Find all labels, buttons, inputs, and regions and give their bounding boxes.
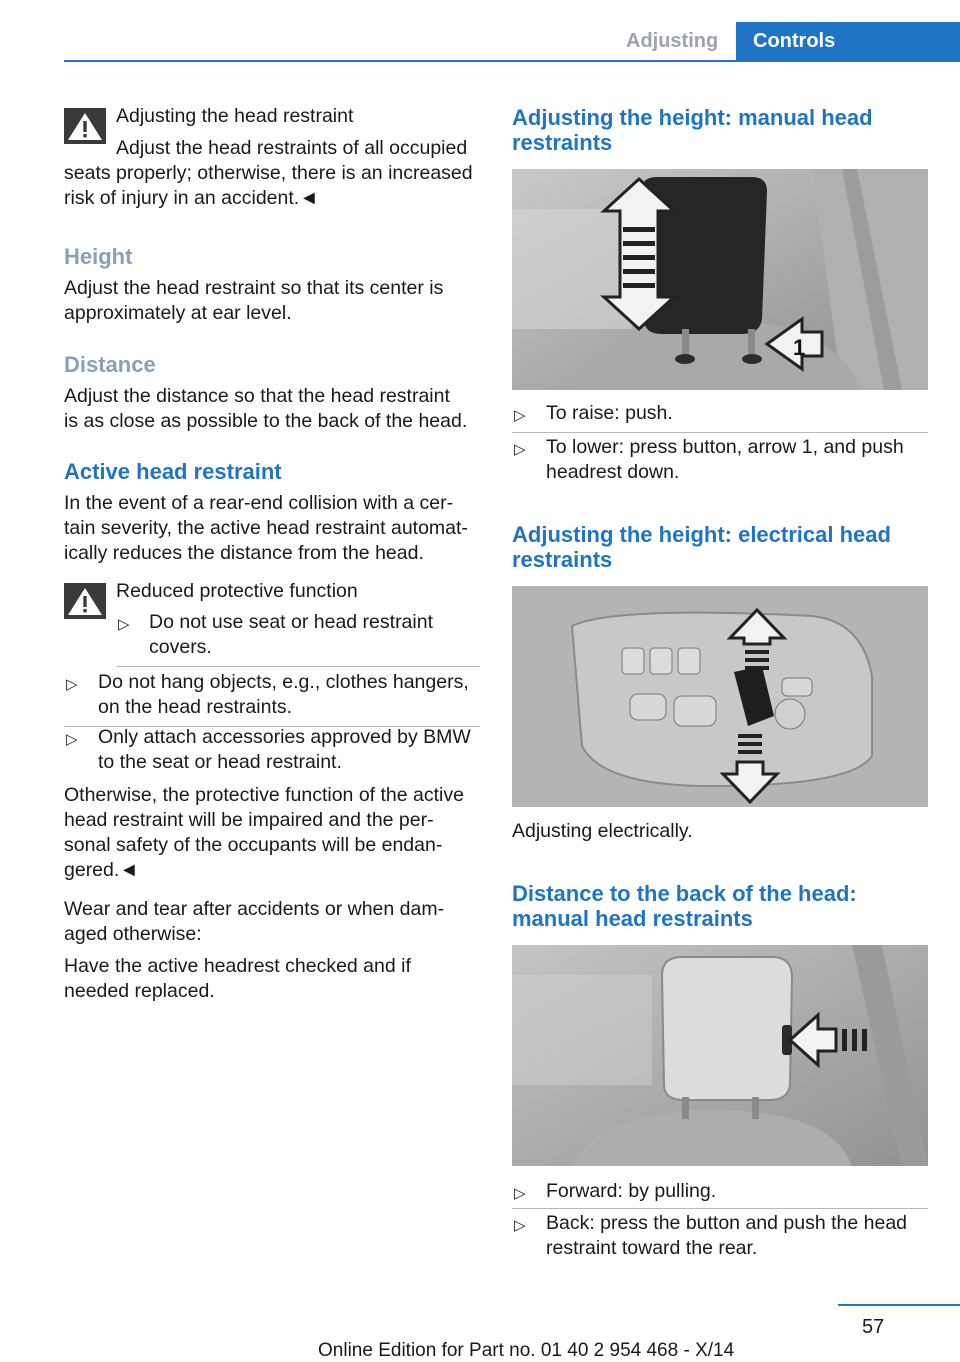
body-text: ically reduces the distance from the head. [64, 542, 424, 564]
body-text: In the event of a rear-end collision with a cer- [64, 492, 454, 514]
body-text: tain severity, the active head restraint automat- [64, 517, 468, 539]
body-text: needed replaced. [64, 980, 215, 1002]
bullet-triangle-icon: ▷ [514, 1185, 526, 1202]
list-item: Do not hang objects, e.g., clothes hangers, [98, 671, 469, 693]
section-heading-distance-manual: Distance to the back of the head: [512, 881, 857, 906]
list-item: Do not use seat or head restraint [149, 611, 433, 633]
body-text: Wear and tear after accidents or when dam- [64, 898, 445, 920]
list-item: to the seat or head restraint. [98, 751, 342, 773]
figure-caption: Adjusting electrically. [512, 820, 693, 842]
section-heading-electric-height: Adjusting the height: electrical head [512, 522, 891, 547]
header-chapter-label: Controls [753, 30, 836, 52]
body-text: head restraint will be impaired and the per- [64, 809, 434, 831]
warning-triangle-icon [64, 583, 106, 619]
warning-triangle-icon [64, 108, 106, 144]
list-item: Only attach accessories approved by BMW [98, 726, 471, 748]
section-heading-height: Height [64, 244, 133, 269]
page-number: 57 [862, 1316, 885, 1338]
list-divider [512, 1208, 928, 1209]
body-text: approximately at ear level. [64, 302, 292, 324]
bullet-triangle-icon: ▷ [514, 441, 526, 458]
bullet-triangle-icon: ▷ [66, 676, 78, 693]
body-text: Adjust the head restraint so that its center is [64, 277, 444, 299]
list-item: covers. [149, 636, 212, 658]
callout-number: 1 [793, 335, 806, 360]
section-heading-manual-height: Adjusting the height: manual head [512, 105, 873, 130]
list-item: To raise: push. [546, 402, 673, 424]
list-item: on the head restraints. [98, 696, 293, 718]
body-text: Otherwise, the protective function of the active [64, 784, 464, 806]
body-text: aged otherwise: [64, 923, 202, 945]
seat-switch-illustration [512, 586, 928, 807]
warning-text: Adjust the head restraints of all occupied [116, 137, 468, 159]
warning-text: seats properly; otherwise, there is an increased [64, 162, 473, 184]
list-item: To lower: press button, arrow 1, and push [546, 436, 904, 458]
list-item: Back: press the button and push the head [546, 1212, 908, 1234]
headrest-distance-illustration [512, 945, 928, 1166]
body-text: Adjust the distance so that the head restraint [64, 385, 450, 407]
list-item: Forward: by pulling. [546, 1180, 717, 1202]
bullet-triangle-icon: ▷ [514, 407, 526, 424]
footer-edition: Online Edition for Part no. 01 40 2 954 468 - X/14 [318, 1340, 735, 1361]
warning-title: Reduced protective function [116, 580, 358, 602]
body-text: gered.◄ [64, 859, 139, 881]
warning-text: risk of injury in an accident.◄ [64, 187, 319, 209]
header-chapter-tab [736, 22, 960, 62]
section-heading-distance: Distance [64, 352, 156, 377]
section-heading-manual-height: restraints [512, 130, 613, 155]
list-divider [116, 666, 480, 667]
section-heading-electric-height: restraints [512, 547, 613, 572]
section-heading-active: Active head restraint [64, 459, 282, 484]
list-divider [512, 432, 928, 433]
bullet-triangle-icon: ▷ [118, 616, 130, 633]
headrest-height-illustration [512, 169, 928, 390]
bullet-triangle-icon: ▷ [514, 1217, 526, 1234]
body-text: Have the active headrest checked and if [64, 955, 411, 977]
header-section-label: Adjusting [626, 30, 719, 52]
warning-title: Adjusting the head restraint [116, 105, 354, 127]
page-header [0, 0, 960, 62]
body-text: sonal safety of the occupants will be endan- [64, 834, 443, 856]
list-item: restraint toward the rear. [546, 1237, 758, 1259]
list-item: headrest down. [546, 461, 680, 483]
bullet-triangle-icon: ▷ [66, 731, 78, 748]
body-text: is as close as possible to the back of the head. [64, 410, 468, 432]
section-heading-distance-manual: manual head restraints [512, 906, 753, 931]
footer-rule [838, 1304, 960, 1306]
